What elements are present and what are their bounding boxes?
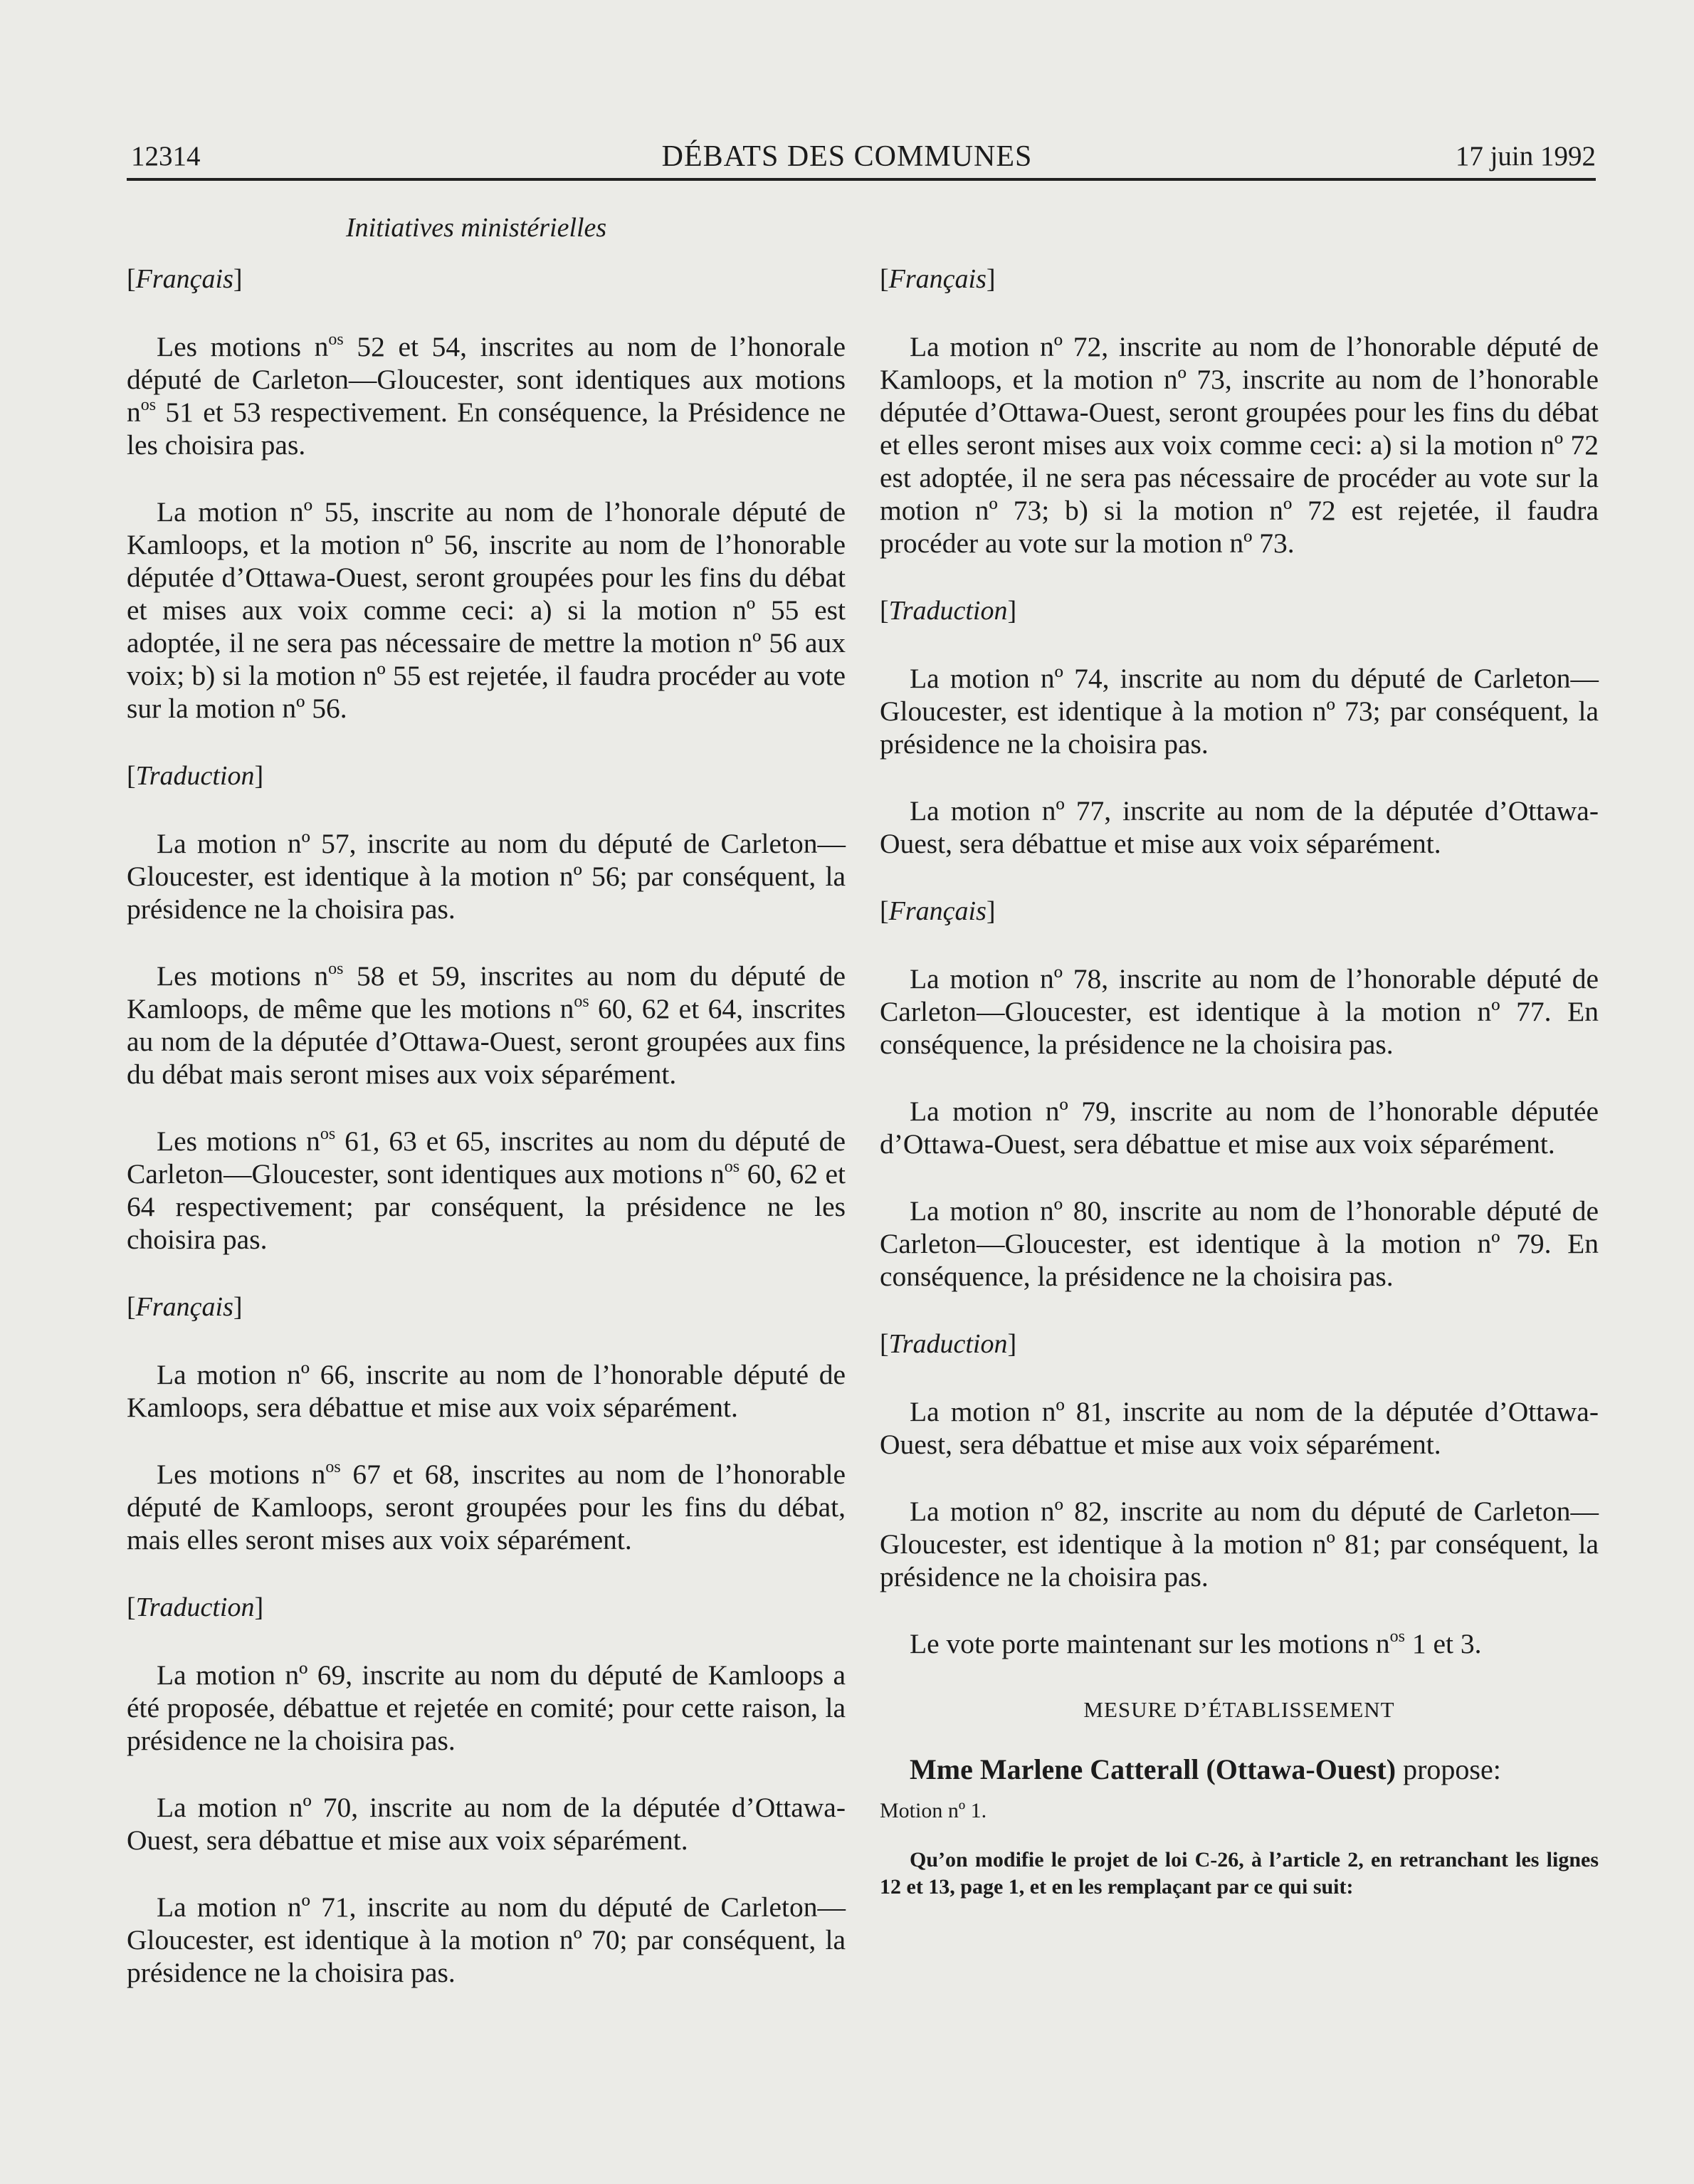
page-number: 12314 xyxy=(131,141,201,172)
paragraph: Le vote porte maintenant sur les motions $n^{os}$ 1 et 3. xyxy=(910,1627,1482,1659)
paragraph: La motion nº 69, inscrite au nom du député de Kamloops a été proposée, débattue et rejetée en comité; pour cette raison, la présidence ne la choisira pas. xyxy=(127,1659,846,1756)
language-marker: [Français] xyxy=(127,1292,243,1322)
paragraph: La motion nº 82, inscrite au nom du député de Carleton—Gloucester, est identique à la motion nº 81; par conséquent, la présidence ne la choisira pas. xyxy=(880,1496,1599,1592)
language-marker: [Traduction] xyxy=(880,596,1017,626)
paragraph: La motion nº 74, inscrite au nom du député de Carleton—Gloucester, est identique à la motion nº 73; par conséquent, la présidence ne la choisira pas. xyxy=(880,663,1599,760)
paragraph: La motion nº 55, inscrite au nom de l’honorale député de Kamloops, et la motion nº 56, inscrite au nom de l’honorable députée d’Ottawa-Ouest, seront groupées pour les fins du débat et mises aux voix comme ceci: a) si la motion nº 55 est adoptée, il ne sera pas nécessaire de mettre la motion nº 56 aux voix; b) si la motion nº 55 est rejetée, il faudra procéder au vote sur la motion nº 56. xyxy=(127,496,846,724)
language-marker: [Traduction] xyxy=(127,761,264,791)
paragraph: La motion nº 77, inscrite au nom de la députée d’Ottawa-Ouest, sera débattue et mise aux voix séparément. xyxy=(880,795,1599,859)
mover-line: Mme Marlene Catterall (Ottawa-Ouest) propose: xyxy=(910,1753,1501,1785)
paragraph: Les motions $n^{os}$ 61, 63 et 65, inscrites au nom du député de Carleton—Gloucester, sont identiques aux motions $n^{os}$ 60, 62 et 64 respectivement; par conséquent, la présidence ne les choisira pas. xyxy=(127,1124,846,1255)
paragraph: La motion nº 72, inscrite au nom de l’honorable député de Kamloops, et la motion nº 73, inscrite au nom de l’honorable députée d’Ottawa-Ouest, seront groupées pour les fins du débat et elles seront mises aux voix comme ceci: a) si la motion nº 72 est adoptée, il ne sera pas nécessaire de procéder au vote sur la motion nº 73; b) si la motion nº 72 est rejetée, il faudra procéder au vote sur la motion nº 73. xyxy=(880,331,1599,559)
paragraph: Les motions $n^{os}$ 58 et 59, inscrites au nom du député de Kamloops, de même que les motions $n^{os}$ 60, 62 et 64, inscrites au nom de la députée d’Ottawa-Ouest, seront groupées aux fins du débat mais seront mises aux voix séparément. xyxy=(127,959,846,1090)
language-marker: [Français] xyxy=(880,264,996,294)
paragraph: La motion nº 70, inscrite au nom de la députée d’Ottawa-Ouest, sera débattue et mise aux voix séparément. xyxy=(127,1792,846,1856)
paragraph: La motion nº 81, inscrite au nom de la députée d’Ottawa-Ouest, sera débattue et mise aux voix séparément. xyxy=(880,1396,1599,1460)
header-rule xyxy=(127,178,1596,181)
paragraph: La motion nº 80, inscrite au nom de l’honorable député de Carleton—Gloucester, est identique à la motion nº 79. En conséquence, la présidence ne la choisira pas. xyxy=(880,1195,1599,1292)
paragraph: La motion nº 78, inscrite au nom de l’honorable député de Carleton—Gloucester, est identique à la motion nº 77. En conséquence, la présidence ne la choisira pas. xyxy=(880,963,1599,1060)
section-heading: MESURE D’ÉTABLISSEMENT xyxy=(1083,1697,1395,1722)
right-column xyxy=(880,251,1599,1901)
paragraph: La motion nº 66, inscrite au nom de l’honorable député de Kamloops, sera débattue et mise aux voix séparément. xyxy=(127,1359,846,1423)
mover-name: Mme Marlene Catterall (Ottawa-Ouest) xyxy=(910,1753,1396,1785)
motion-label: Motion nº 1. xyxy=(880,1799,987,1822)
language-marker: [Français] xyxy=(880,896,996,926)
language-marker: [Traduction] xyxy=(127,1592,264,1622)
paragraph: La motion nº 71, inscrite au nom du député de Carleton—Gloucester, est identique à la motion nº 70; par conséquent, la présidence ne la choisira pas. xyxy=(127,1891,846,1988)
paragraph: La motion nº 57, inscrite au nom du député de Carleton—Gloucester, est identique à la motion nº 56; par conséquent, la présidence ne la choisira pas. xyxy=(127,828,846,925)
paragraph: Les motions $n^{os}$ 67 et 68, inscrites au nom de l’honorable député de Kamloops, seront groupées pour les fins du débat, mais elles seront mises aux voix séparément. xyxy=(127,1457,846,1555)
left-column xyxy=(127,251,846,2023)
language-marker: [Traduction] xyxy=(880,1329,1017,1359)
issue-date: 17 juin 1992 xyxy=(1455,141,1596,172)
paragraph: Les motions $n^{os}$ 52 et 54, inscrites au nom de l’honorale député de Carleton—Gloucester, sont identiques aux motions $n^{os}$ 51 et 53 respectivement. En conséquence, la Présidence ne les choisira pas. xyxy=(127,330,846,461)
amendment-text: Qu’on modifie le projet de loi C-26, à l’article 2, en retranchant les lignes 12 et 13, page 1, et en les remplaçant par ce qui suit: xyxy=(880,1848,1599,1899)
running-title: DÉBATS DES COMMUNES xyxy=(661,140,1033,173)
language-marker: [Français] xyxy=(127,264,243,294)
section-subtitle: Initiatives ministérielles xyxy=(346,213,607,243)
paragraph: La motion nº 79, inscrite au nom de l’honorable députée d’Ottawa-Ouest, sera débattue et mise aux voix séparément. xyxy=(880,1096,1599,1160)
